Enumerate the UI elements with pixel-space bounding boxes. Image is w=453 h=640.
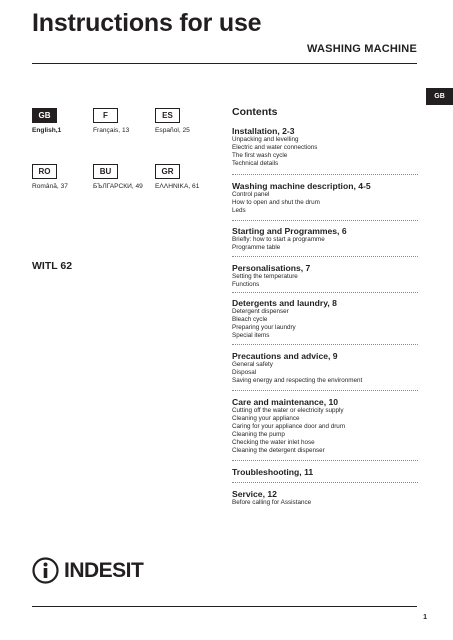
toc-subitem: Programme table bbox=[232, 244, 281, 252]
language-code-box: F bbox=[93, 108, 118, 123]
toc-subitem: Detergent dispenser bbox=[232, 308, 289, 315]
table-of-contents bbox=[232, 106, 422, 506]
language-entry-ro[interactable] bbox=[32, 164, 92, 190]
bottom-rule bbox=[32, 606, 417, 607]
language-entry-gr[interactable] bbox=[155, 164, 215, 190]
page-number: 1 bbox=[423, 614, 427, 621]
section-divider bbox=[232, 390, 418, 391]
toc-subitem: Preparing your laundry bbox=[232, 324, 296, 332]
toc-section-title: Installation, 2-3 bbox=[232, 126, 295, 136]
section-divider bbox=[232, 482, 418, 483]
section-divider bbox=[232, 174, 418, 175]
language-label: Română, 37 bbox=[32, 183, 68, 190]
language-code-box: GR bbox=[155, 164, 180, 179]
toc-section-title: Detergents and laundry, 8 bbox=[232, 298, 337, 308]
toc-subitem: Electric and water connections bbox=[232, 144, 318, 152]
toc-subitem: Cleaning the detergent dispenser bbox=[232, 447, 325, 455]
toc-subitem: The first wash cycle bbox=[232, 152, 288, 160]
toc-section-troubleshooting[interactable] bbox=[232, 467, 422, 477]
brand-logo bbox=[32, 557, 143, 584]
language-entry-es[interactable] bbox=[155, 108, 215, 134]
toc-subitem: Leds bbox=[232, 207, 246, 215]
toc-subitem: How to open and shut the drum bbox=[232, 199, 320, 207]
toc-subitem: Checking the water inlet hose bbox=[232, 439, 315, 447]
toc-subitem: Cleaning your appliance bbox=[232, 415, 300, 423]
toc-section-description[interactable] bbox=[232, 181, 422, 215]
toc-subitem: Briefly: how to start a programme bbox=[232, 236, 325, 243]
toc-subitem: Special items bbox=[232, 332, 270, 340]
toc-subitem: Cutting off the water or electricity supply bbox=[232, 407, 344, 414]
toc-subitem: Functions bbox=[232, 281, 260, 289]
toc-subitem: General safety bbox=[232, 361, 273, 368]
toc-section-title: Precautions and advice, 9 bbox=[232, 351, 338, 361]
document-subtitle: WASHING MACHINE bbox=[307, 43, 417, 55]
toc-section-installation[interactable] bbox=[232, 126, 422, 168]
language-label: Español, 25 bbox=[155, 127, 190, 134]
toc-subitem: Saving energy and respecting the environment bbox=[232, 377, 363, 385]
toc-section-detergents[interactable] bbox=[232, 298, 422, 340]
section-divider bbox=[232, 344, 418, 345]
section-divider bbox=[232, 220, 418, 221]
toc-subitem: Control panel bbox=[232, 191, 270, 198]
toc-subitem: Setting the temperature bbox=[232, 273, 298, 280]
document-title: Instructions for use bbox=[32, 9, 262, 37]
toc-section-title: Starting and Programmes, 6 bbox=[232, 226, 347, 236]
brand-name: INDESIT bbox=[64, 558, 144, 582]
indesit-i-logo-icon bbox=[32, 557, 59, 584]
language-code-box: RO bbox=[32, 164, 57, 179]
toc-subitem: Before calling for Assistance bbox=[232, 499, 312, 506]
language-label: БЪЛГАРСКИ, 49 bbox=[93, 183, 143, 190]
language-side-tab: GB bbox=[426, 88, 453, 105]
model-number: WITL 62 bbox=[32, 260, 73, 272]
toc-section-care[interactable] bbox=[232, 397, 422, 456]
toc-subitem: Disposal bbox=[232, 369, 257, 377]
section-divider bbox=[232, 256, 418, 257]
toc-section-title: Troubleshooting, 11 bbox=[232, 467, 314, 477]
language-label: Français, 13 bbox=[93, 127, 130, 134]
language-code-box: ES bbox=[155, 108, 180, 123]
toc-section-personalisations[interactable] bbox=[232, 263, 422, 289]
language-code-box: GB bbox=[32, 108, 57, 123]
toc-subitem: Unpacking and levelling bbox=[232, 136, 299, 143]
toc-section-title: Personalisations, 7 bbox=[232, 263, 311, 273]
toc-section-title: Washing machine description, 4-5 bbox=[232, 181, 371, 191]
section-divider bbox=[232, 460, 418, 461]
toc-section-title: Service, 12 bbox=[232, 489, 277, 499]
top-rule bbox=[32, 63, 417, 64]
section-divider bbox=[232, 292, 418, 293]
toc-subitem: Technical details bbox=[232, 160, 279, 168]
toc-section-title: Care and maintenance, 10 bbox=[232, 397, 339, 407]
toc-subitem: Caring for your appliance door and drum bbox=[232, 423, 346, 431]
language-label: English,1 bbox=[32, 127, 62, 134]
contents-heading: Contents bbox=[232, 106, 278, 118]
language-code-box: BU bbox=[93, 164, 118, 179]
toc-section-precautions[interactable] bbox=[232, 351, 422, 385]
language-entry-gb[interactable] bbox=[32, 108, 92, 134]
toc-section-starting[interactable] bbox=[232, 226, 422, 252]
toc-subitem: Bleach cycle bbox=[232, 316, 268, 324]
toc-subitem: Cleaning the pump bbox=[232, 431, 285, 439]
language-entry-f[interactable] bbox=[93, 108, 153, 134]
language-label: ΕΛΛΗΝΙΚΑ, 61 bbox=[155, 183, 200, 190]
language-entry-bu[interactable] bbox=[93, 164, 153, 190]
toc-section-service[interactable] bbox=[232, 489, 422, 507]
